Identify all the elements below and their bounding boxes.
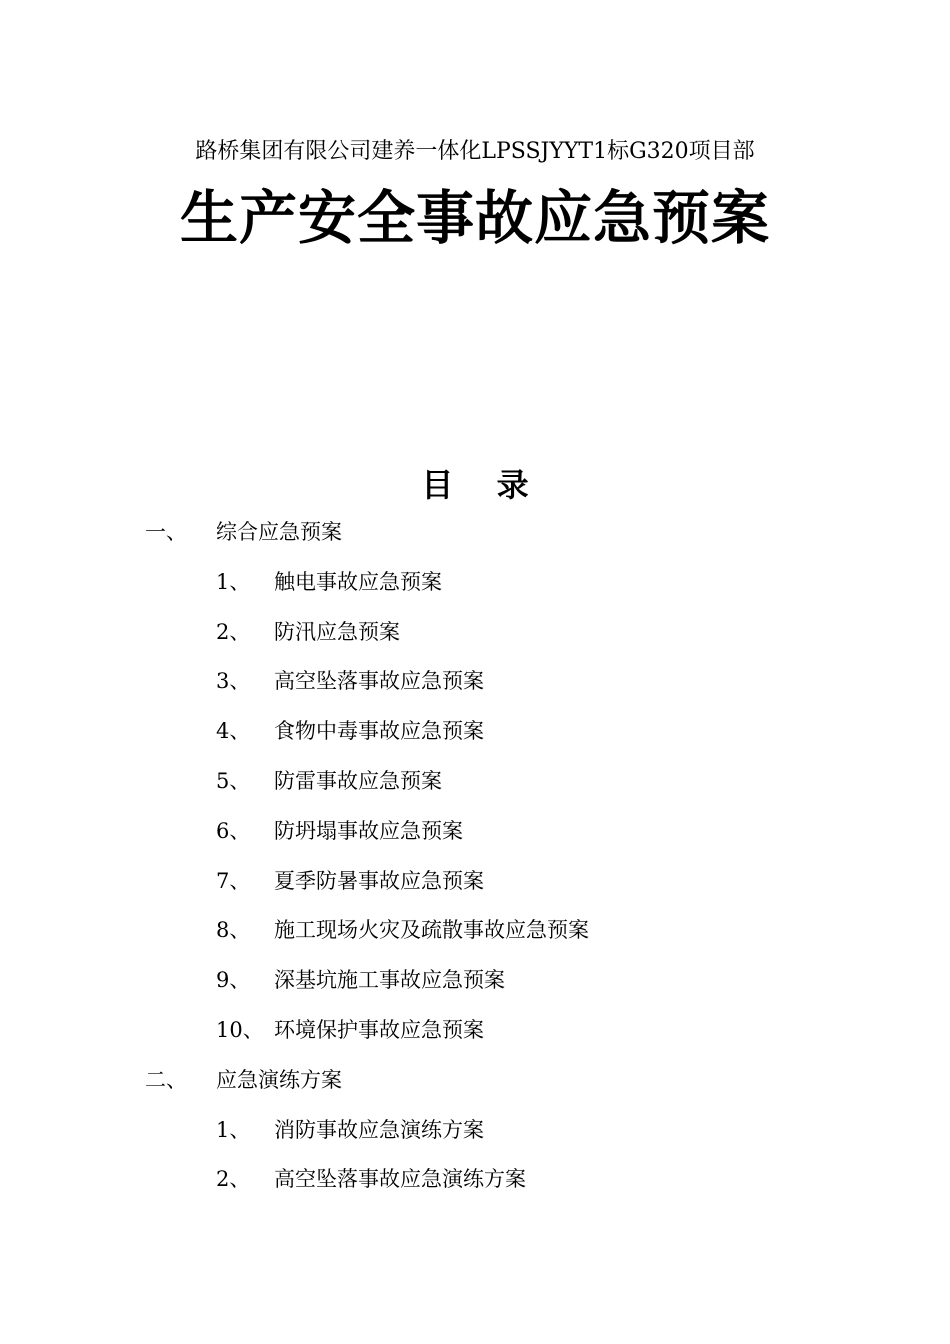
- toc-item-label: 防雷事故应急预案: [274, 768, 442, 793]
- toc-item: [0, 665, 950, 715]
- toc-section-label: 应急演练方案: [216, 1067, 342, 1092]
- toc-item: [0, 1014, 950, 1064]
- toc-item-label: 触电事故应急预案: [274, 569, 442, 594]
- toc-item: [0, 815, 950, 865]
- toc-section: [0, 1064, 950, 1114]
- toc-item-number: 1、: [216, 1117, 251, 1142]
- toc-section-number: 二、: [145, 1067, 187, 1092]
- toc-item: [0, 765, 950, 815]
- toc-item-label: 消防事故应急演练方案: [274, 1117, 484, 1142]
- document-subtitle: 路桥集团有限公司建养一体化LPSSJYYT1标G320项目部: [195, 139, 755, 164]
- toc-item-number: 6、: [216, 818, 251, 843]
- toc-item: [0, 914, 950, 964]
- toc-item-number: 10、: [216, 1017, 264, 1042]
- toc-item: [0, 616, 950, 666]
- toc-item: [0, 715, 950, 765]
- table-of-contents: [0, 516, 950, 1213]
- toc-item: [0, 1163, 950, 1213]
- toc-item-label: 夏季防暑事故应急预案: [274, 868, 484, 893]
- toc-item-number: 5、: [216, 768, 251, 793]
- toc-item-number: 8、: [216, 918, 251, 943]
- toc-section-number: 一、: [145, 520, 187, 544]
- toc-section: [0, 516, 950, 566]
- toc-item-number: 3、: [216, 669, 251, 694]
- toc-item: [0, 865, 950, 915]
- toc-item-number: 4、: [216, 719, 251, 744]
- toc-item-label: 防坍塌事故应急预案: [274, 818, 463, 843]
- toc-item-label: 环境保护事故应急预案: [274, 1017, 484, 1042]
- toc-item-number: 1、: [216, 569, 251, 594]
- toc-item: [0, 566, 950, 616]
- toc-item: [0, 964, 950, 1014]
- toc-item-label: 施工现场火灾及疏散事故应急预案: [274, 918, 589, 943]
- toc-item-label: 食物中毒事故应急预案: [274, 719, 484, 744]
- toc-item-label: 深基坑施工事故应急预案: [274, 968, 505, 993]
- toc-item-number: 9、: [216, 968, 251, 993]
- toc-heading: 目 录: [421, 466, 545, 504]
- toc-item-label: 高空坠落事故应急预案: [274, 669, 484, 694]
- toc-item-number: 2、: [216, 1167, 251, 1192]
- toc-item-label: 高空坠落事故应急演练方案: [274, 1167, 526, 1192]
- toc-item-number: 2、: [216, 619, 251, 644]
- toc-section-label: 综合应急预案: [216, 520, 342, 544]
- toc-item: [0, 1114, 950, 1164]
- document-title: 生产安全事故应急预案: [179, 184, 770, 252]
- toc-item-number: 7、: [216, 868, 251, 893]
- toc-item-label: 防汛应急预案: [274, 619, 400, 644]
